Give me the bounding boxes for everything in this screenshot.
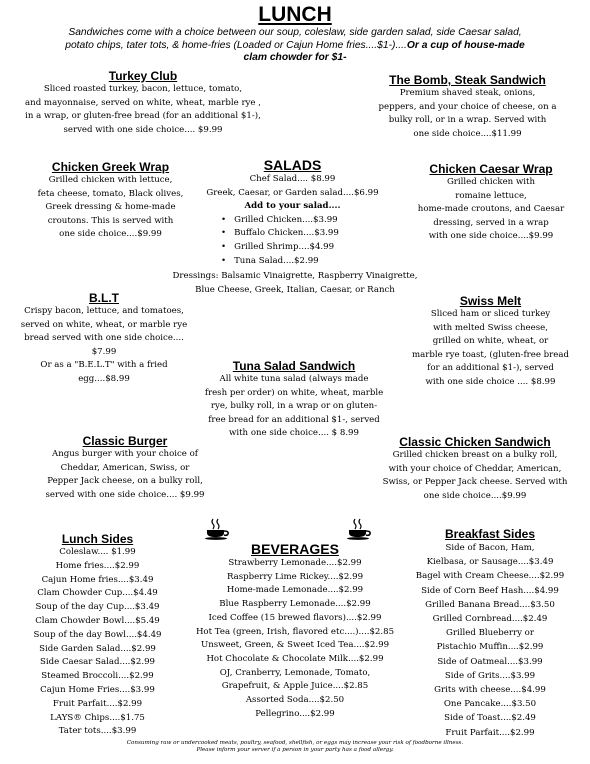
- chicken-greek-wrap-section: [18, 160, 203, 242]
- desc-line: one side choice....$11.99: [413, 128, 522, 139]
- blt-title: B.L.T: [89, 291, 119, 305]
- desc-line: Cheddar, American, Swiss, or: [60, 462, 190, 473]
- desc-line: Greek dressing & home-made: [45, 202, 176, 213]
- list-item: Side of Grits....$3.99: [444, 670, 536, 681]
- the-bomb-section: [355, 73, 580, 141]
- desc-line: bulky roll, or in a wrap. Served with: [388, 115, 547, 126]
- chicken-caesar-wrap-title: Chicken Caesar Wrap: [429, 162, 553, 176]
- breakfast-sides-title: Breakfast Sides: [444, 527, 536, 541]
- menu-title: LUNCH: [258, 3, 332, 26]
- list-item: Clam Chowder Cup....$4.49: [37, 588, 158, 599]
- blt-desc: [4, 305, 204, 387]
- beverages-section: [180, 541, 410, 721]
- desc-line: Grilled chicken breast on a bulky roll,: [392, 450, 558, 460]
- list-item: One Pancake....$3.50: [443, 699, 537, 710]
- intro-line-3: [10, 52, 580, 65]
- list-item: Iced Coffee (15 brewed flavors)....$2.99: [208, 612, 382, 623]
- coffee-cup-icon: [204, 518, 230, 540]
- desc-line: one side choice....$9.99: [59, 229, 162, 240]
- swiss-melt-desc: [398, 308, 583, 390]
- list-item: Grapefruit, & Apple Juice....$2.85: [221, 681, 369, 692]
- beverages-list: [180, 557, 410, 721]
- belt-line-1: Or as a "B.E.L.T" with a fried: [40, 360, 168, 371]
- desc-line: home-made croutons, and Caesar: [417, 204, 565, 215]
- list-item: Strawberry Lemonade....$2.99: [228, 558, 362, 568]
- desc-line: with melted Swiss cheese,: [433, 322, 548, 333]
- salad-add-item: • Grilled Shrimp....$4.99: [221, 241, 400, 255]
- salads-title: SALADS: [263, 157, 322, 173]
- list-item: LAYS® Chips....$1.75: [50, 712, 145, 723]
- swiss-melt-title: Swiss Melt: [459, 294, 522, 308]
- list-item: Grilled Blueberry or: [446, 628, 534, 639]
- chicken-caesar-wrap-section: [400, 162, 582, 244]
- list-item: Grilled Cornbread....$2.49: [432, 614, 548, 625]
- list-item: Assorted Soda....$2.50: [245, 695, 345, 706]
- turkey-club-title: Turkey Club: [108, 69, 178, 83]
- footer-disclaimer: [0, 740, 590, 754]
- list-item: Pellegrino....$2.99: [255, 708, 335, 719]
- list-item: Blue Raspberry Lemonade....$2.99: [219, 599, 371, 610]
- salad-line: Chef Salad.... $8.99: [249, 174, 336, 184]
- list-item: Grilled Banana Bread....$3.50: [425, 599, 555, 610]
- list-item: Bagel with Cream Cheese....$2.99: [415, 571, 565, 582]
- desc-line: served with one side choice.... $9.99: [63, 124, 223, 135]
- list-item: Grits with cheese....$4.99: [434, 685, 546, 696]
- desc-line: Swiss, or Pepper Jack cheese. Served with: [382, 477, 568, 488]
- desc-line: romaine lettuce,: [455, 190, 527, 201]
- classic-chicken-sandwich-section: [370, 435, 580, 503]
- list-item: Cajun Home fries....$3.49: [41, 574, 154, 585]
- blt-section: [4, 291, 204, 387]
- turkey-club-section: [8, 69, 278, 137]
- salad-line: Greek, Caesar, or Garden salad....$6.99: [206, 187, 379, 198]
- desc-line: for an additional $1-), served: [427, 363, 554, 374]
- list-item: Side Caesar Salad....$2.99: [39, 657, 156, 668]
- salad-adds-list: [221, 214, 400, 268]
- desc-line: in a wrap, or gluten-free bread (for an additional $1-),: [25, 111, 261, 122]
- list-item: Hot Tea (green, Irish, flavored etc....)....$2.85: [195, 626, 395, 637]
- salad-add-label: Add to your salad....: [244, 201, 341, 212]
- list-item: Side Garden Salad....$2.99: [39, 643, 156, 654]
- classic-burger-desc: [35, 448, 215, 502]
- list-item: Pistachio Muffin....$2.99: [436, 642, 544, 653]
- list-item: Clam Chowder Bowl....$5.49: [35, 615, 160, 626]
- desc-line: grilled on white, wheat, or: [432, 336, 549, 347]
- desc-line: feta cheese, tomato, Black olives,: [37, 188, 184, 199]
- desc-line: Pepper Jack cheese, on a bulky roll,: [47, 476, 203, 487]
- desc-line: served with one side choice.... $9.99: [45, 489, 205, 500]
- dressings-line-1: Dressings: Balsamic Vinaigrette, Raspberry Vinaigrette,: [172, 271, 418, 281]
- desc-line: dressing, served in a wrap: [433, 217, 549, 228]
- the-bomb-desc: [355, 87, 580, 141]
- list-item: Raspberry Lime Rickey....$2.99: [226, 571, 364, 582]
- desc-line: croutons. This is served with: [47, 215, 174, 226]
- turkey-club-desc: [8, 83, 278, 137]
- list-item: Soup of the day Cup....$3.49: [35, 602, 160, 613]
- desc-line: with one side choice....$9.99: [428, 231, 554, 242]
- list-item: Hot Chocolate & Chocolate Milk....$2.99: [206, 653, 384, 664]
- desc-line: with one side choice .... $8.99: [425, 376, 556, 387]
- desc-line: free bread for an additional $1-, served: [208, 414, 380, 425]
- desc-line: Angus burger with your choice of: [52, 449, 198, 459]
- desc-line: Grilled chicken with: [446, 177, 536, 187]
- list-item: Side of Toast....$2.49: [444, 713, 536, 724]
- desc-line: Crispy bacon, lettuce, and tomatoes,: [24, 306, 184, 316]
- desc-line: with your choice of Cheddar, American,: [388, 463, 562, 474]
- dressings-line-2: Blue Cheese, Greek, Italian, Caesar, or Ranch: [195, 284, 395, 295]
- classic-chicken-sandwich-desc: [370, 449, 580, 503]
- intro-line-3-bold: clam chowder for $1-: [243, 52, 347, 63]
- desc-line: bread served with one side choice....: [24, 333, 184, 344]
- desc-line: and mayonnaise, served on white, wheat, marble rye ,: [25, 97, 261, 108]
- list-item: Fruit Parfait....$2.99: [445, 727, 535, 738]
- footer-line-1: Consuming raw or undercooked meats, poultry, seafood, shellfish, or eggs may increase your risk of foodborne illness.: [126, 740, 464, 746]
- list-item: Side of Bacon, Ham,: [445, 543, 535, 553]
- salads-desc: [185, 173, 400, 214]
- intro-line-2-bold: Or a cup of house-made: [406, 39, 525, 51]
- the-bomb-title: The Bomb, Steak Sandwich: [389, 73, 546, 87]
- salad-add-item: • Grilled Chicken....$3.99: [221, 214, 400, 228]
- coffee-cup-icon: [346, 518, 372, 540]
- desc-line: one side choice....$9.99: [423, 490, 527, 501]
- intro-line-2-plain: potato chips, tater tots, & home-fries (Loaded or Cajun Home fries....$1-)....: [65, 39, 407, 51]
- breakfast-sides-list: [400, 541, 580, 740]
- list-item: Tater tots....$3.99: [58, 726, 137, 737]
- list-item: Coleslaw.... $1.99: [59, 547, 136, 557]
- beverages-title: BEVERAGES: [251, 541, 339, 557]
- chicken-caesar-wrap-desc: [400, 176, 582, 244]
- salads-section: [185, 157, 400, 268]
- tuna-salad-sandwich-title: Tuna Salad Sandwich: [232, 359, 356, 373]
- swiss-melt-section: [398, 294, 583, 390]
- list-item: Fruit Parfait....$2.99: [52, 698, 143, 709]
- desc-line: $7.99: [91, 346, 117, 357]
- desc-line: peppers, and your choice of cheese, on a: [378, 101, 557, 112]
- desc-line: fresh per order) on white, wheat, marble: [204, 387, 384, 398]
- list-item: Cajun Home Fries....$3.99: [40, 684, 155, 695]
- desc-line: Premium shaved steak, onions,: [399, 88, 536, 98]
- desc-line: Sliced roasted turkey, bacon, lettuce, tomato,: [43, 84, 243, 94]
- breakfast-sides-section: [400, 527, 580, 740]
- list-item: OJ, Cranberry, Lemonade, Tomato,: [219, 667, 371, 678]
- belt-line-2: egg....$8.99: [78, 373, 130, 384]
- list-item: Kielbasa, or Sausage....$3.49: [426, 557, 554, 568]
- lunch-sides-section: [15, 532, 180, 739]
- intro-text: [10, 27, 580, 65]
- desc-line: rye, bulky roll, in a wrap or on gluten-: [210, 401, 378, 412]
- salad-add-item: • Buffalo Chicken....$3.99: [221, 227, 400, 241]
- list-item: Home-made Lemonade....$2.99: [226, 585, 364, 596]
- list-item: Side of Corn Beef Hash....$4.99: [421, 585, 559, 596]
- tuna-salad-sandwich-desc: [194, 373, 394, 441]
- list-item: Unsweet, Green, & Sweet Iced Tea....$2.99: [200, 640, 390, 651]
- classic-burger-title: Classic Burger: [82, 434, 168, 448]
- intro-line-1: Sandwiches come with a choice between our soup, coleslaw, side garden salad, side Caesar salad,: [68, 27, 522, 38]
- intro-line-2: [10, 40, 580, 53]
- chicken-greek-wrap-desc: [18, 174, 203, 242]
- desc-line: Sliced ham or sliced turkey: [430, 309, 551, 319]
- list-item: Soup of the day Bowl....$4.49: [33, 629, 162, 640]
- desc-line: served on white, wheat, or marble rye: [20, 319, 188, 330]
- chicken-greek-wrap-title: Chicken Greek Wrap: [51, 160, 170, 174]
- list-item: Side of Oatmeal....$3.99: [437, 656, 543, 667]
- desc-line: Grilled chicken with lettuce,: [48, 175, 173, 185]
- tuna-salad-sandwich-section: [194, 359, 394, 441]
- list-item: Home fries....$2.99: [55, 560, 140, 571]
- desc-line: All white tuna salad (always made: [219, 374, 369, 384]
- list-item: Steamed Broccoli....$2.99: [41, 671, 154, 682]
- footer-line-2: Please inform your server if a person in your party has a food allergy.: [196, 747, 394, 753]
- lunch-sides-list: [15, 546, 180, 739]
- classic-chicken-sandwich-title: Classic Chicken Sandwich: [399, 435, 551, 449]
- classic-burger-section: [35, 434, 215, 502]
- lunch-sides-title: Lunch Sides: [61, 532, 134, 546]
- desc-line: marble rye toast, (gluten-free bread: [412, 349, 569, 360]
- salad-add-item: • Tuna Salad....$2.99: [221, 255, 400, 269]
- desc-line: with one side choice.... $ 8.99: [229, 428, 359, 439]
